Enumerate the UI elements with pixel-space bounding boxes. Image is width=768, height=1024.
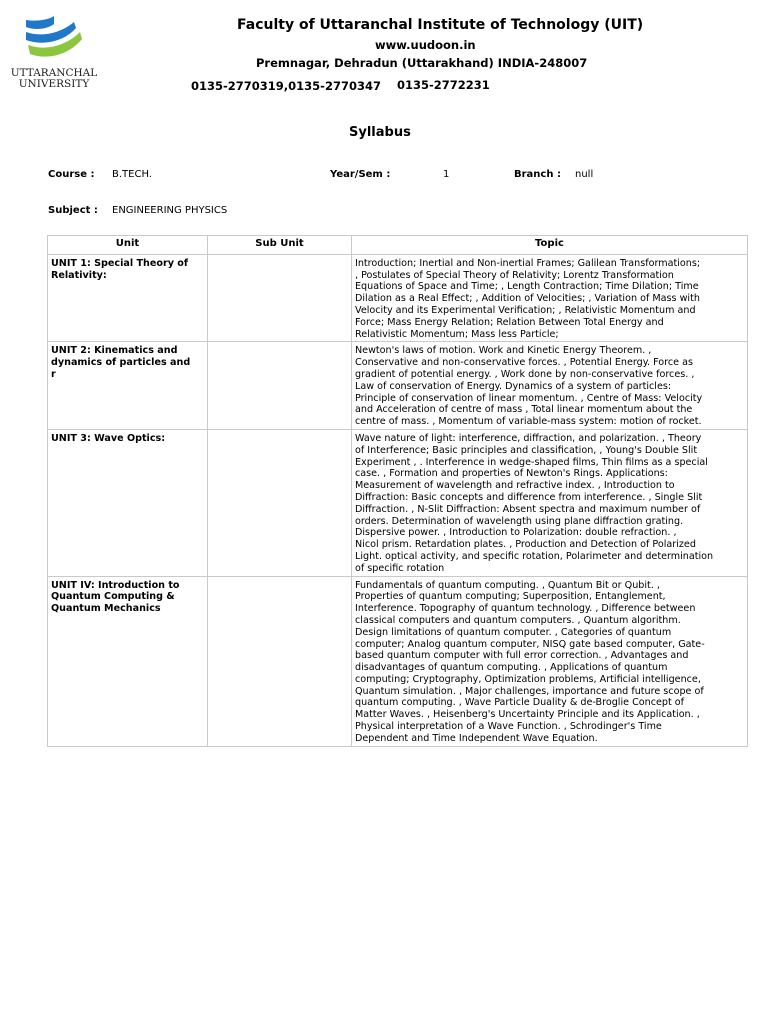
topic-line: orders. Determination of wavelength using plane diffraction grating.	[355, 515, 684, 527]
topic-cell	[352, 429, 748, 576]
topic-line: Nicol prism. Retardation plates. , Production and Detection of Polarized	[355, 539, 696, 551]
course-label: Course :	[48, 169, 95, 180]
sub-unit-cell	[208, 576, 352, 746]
topic-line: Measurement of wavelength and refractive index. , Introduction to	[355, 480, 675, 492]
column-header-unit: Unit	[48, 236, 208, 255]
institute-phone-primary: 0135-2770319,0135-2770347	[191, 79, 381, 93]
unit-cell	[48, 254, 208, 342]
unit-line: Relativity:	[51, 269, 107, 281]
topic-line: of Interference; Basic principles and classification, , Young's Double Slit	[355, 444, 698, 456]
topic-line: Experiment , . Interference in wedge-shaped films, Thin films as a special	[355, 456, 708, 468]
logo-text-line1: UTTARANCHAL	[10, 67, 98, 79]
unit-line: r	[51, 368, 56, 380]
topic-line: classical computers and quantum computers. , Quantum algorithm.	[355, 614, 681, 626]
topic-line: Quantum simulation. , Major challenges, importance and future scope of	[355, 685, 704, 697]
column-header-topic: Topic	[352, 236, 748, 255]
topic-line: Conservative and non-conservative forces. , Potential Energy. Force as	[355, 357, 694, 369]
subject-value: ENGINEERING PHYSICS	[112, 205, 228, 216]
topic-line: Introduction; Inertial and Non-inertial Frames; Galilean Transformations;	[355, 257, 701, 269]
institute-phone-secondary: 0135-2772231	[397, 78, 490, 92]
topic-line: Relativistic Momentum; Mass less Particle;	[355, 328, 559, 340]
syllabus-table-body	[48, 254, 748, 746]
topic-line: Velocity and its Experimental Verification; , Relativistic Momentum and	[355, 304, 696, 316]
topic-line: centre of mass. , Momentum of variable-mass system: motion of rocket.	[355, 416, 702, 428]
table-header-row	[48, 236, 748, 255]
branch-value: null	[575, 169, 594, 180]
table-row	[48, 254, 748, 342]
unit-cell	[48, 429, 208, 576]
topic-line: Force; Mass Energy Relation; Relation Between Total Energy and	[355, 316, 664, 328]
table-row	[48, 429, 748, 576]
sub-unit-cell	[208, 342, 352, 430]
unit-line: UNIT 2: Kinematics and	[51, 345, 178, 357]
institute-address: Premnagar, Dehradun (Uttarakhand) INDIA-248007	[256, 56, 588, 70]
topic-line: Light. optical activity, and specific rotation, Polarimeter and determination	[355, 550, 714, 562]
topic-line: Fundamentals of quantum computing. , Quantum Bit or Qubit. ,	[355, 579, 660, 591]
topic-line: quantum computing. , Wave Particle Duality & de-Broglie Concept of	[355, 697, 685, 709]
year-sem-value: 1	[443, 169, 450, 180]
topic-line: , Postulates of Special Theory of Relativity; Lorentz Transformation	[355, 269, 674, 281]
topic-line: Physical interpretation of a Wave Function. , Schrodinger's Time	[355, 721, 662, 733]
unit-line: UNIT 1: Special Theory of	[51, 257, 189, 269]
year-sem-label: Year/Sem :	[330, 169, 391, 180]
topic-cell	[352, 576, 748, 746]
topic-line: Dilation as a Real Effect; , Addition of Velocities; , Variation of Mass with	[355, 293, 700, 305]
syllabus-table	[47, 235, 748, 747]
topic-line: Diffraction: Basic concepts and difference from interference. , Single Slit	[355, 491, 703, 503]
topic-line: and Acceleration of centre of mass , Total linear momentum about the	[355, 404, 693, 416]
institute-title: Faculty of Uttaranchal Institute of Technology (UIT)	[237, 17, 644, 33]
topic-line: Interference. Topography of quantum technology. , Difference between	[355, 603, 696, 615]
topic-line: Diffraction. , N-Slit Diffraction: Absent spectra and maximum number of	[355, 503, 701, 515]
topic-line: Law of conservation of Energy. Dynamics of a system of particles:	[355, 380, 672, 392]
topic-line: gradient of potential energy. , Work done by non-conservative forces. ,	[355, 368, 695, 380]
university-logo	[10, 14, 98, 94]
topic-line: Dependent and Time Independent Wave Equation.	[355, 732, 598, 744]
topic-line: Principle of conservation of linear momentum. , Centre of Mass: Velocity	[355, 392, 703, 404]
column-header-sub-unit: Sub Unit	[208, 236, 352, 255]
topic-line: Design limitations of quantum computer. , Categories of quantum	[355, 626, 672, 638]
unit-line: Quantum Computing &	[51, 591, 175, 603]
topic-line: case. , Formation and properties of Newton's Rings. Applications:	[355, 468, 668, 480]
page-title: Syllabus	[349, 125, 411, 140]
course-value: B.TECH.	[112, 169, 152, 180]
sub-unit-cell	[208, 254, 352, 342]
branch-label: Branch :	[514, 169, 561, 180]
topic-line: Properties of quantum computing; Superposition, Entanglement,	[355, 591, 666, 603]
unit-line: UNIT 3: Wave Optics:	[51, 432, 166, 444]
unit-cell	[48, 576, 208, 746]
logo-swoosh-icon	[24, 14, 84, 66]
sub-unit-cell	[208, 429, 352, 576]
institute-website: www.uudoon.in	[375, 38, 476, 52]
table-row	[48, 576, 748, 746]
topic-cell	[352, 342, 748, 430]
page-header	[0, 0, 768, 100]
unit-line: Quantum Mechanics	[51, 603, 161, 615]
topic-line: Dispersive power. , Introduction to Polarization: double refraction. ,	[355, 527, 677, 539]
logo-text-line2: UNIVERSITY	[18, 78, 90, 90]
topic-line: based quantum computer with full error correction. , Advantages and	[355, 650, 689, 662]
table-row	[48, 342, 748, 430]
topic-line: Newton's laws of motion. Work and Kinetic Energy Theorem. ,	[355, 345, 652, 357]
unit-line: UNIT IV: Introduction to	[51, 579, 180, 591]
subject-label: Subject :	[48, 205, 98, 216]
topic-line: computing; Cryptography, Optimization problems, Artificial intelligence,	[355, 673, 701, 685]
topic-line: Wave nature of light: interference, diffraction, and polarization. , Theory	[355, 432, 702, 444]
unit-line: dynamics of particles and	[51, 357, 191, 369]
unit-cell	[48, 342, 208, 430]
topic-cell	[352, 254, 748, 342]
topic-line: Matter Waves. , Heisenberg's Uncertainty Principle and its Application. ,	[355, 709, 700, 721]
topic-line: Equations of Space and Time; , Length Contraction; Time Dilation; Time	[355, 281, 699, 293]
topic-line: computer; Analog quantum computer, NISQ gate based computer, Gate-	[355, 638, 705, 650]
topic-line: disadvantages of quantum computing. , Applications of quantum	[355, 662, 668, 674]
topic-line: of specific rotation	[355, 562, 445, 574]
